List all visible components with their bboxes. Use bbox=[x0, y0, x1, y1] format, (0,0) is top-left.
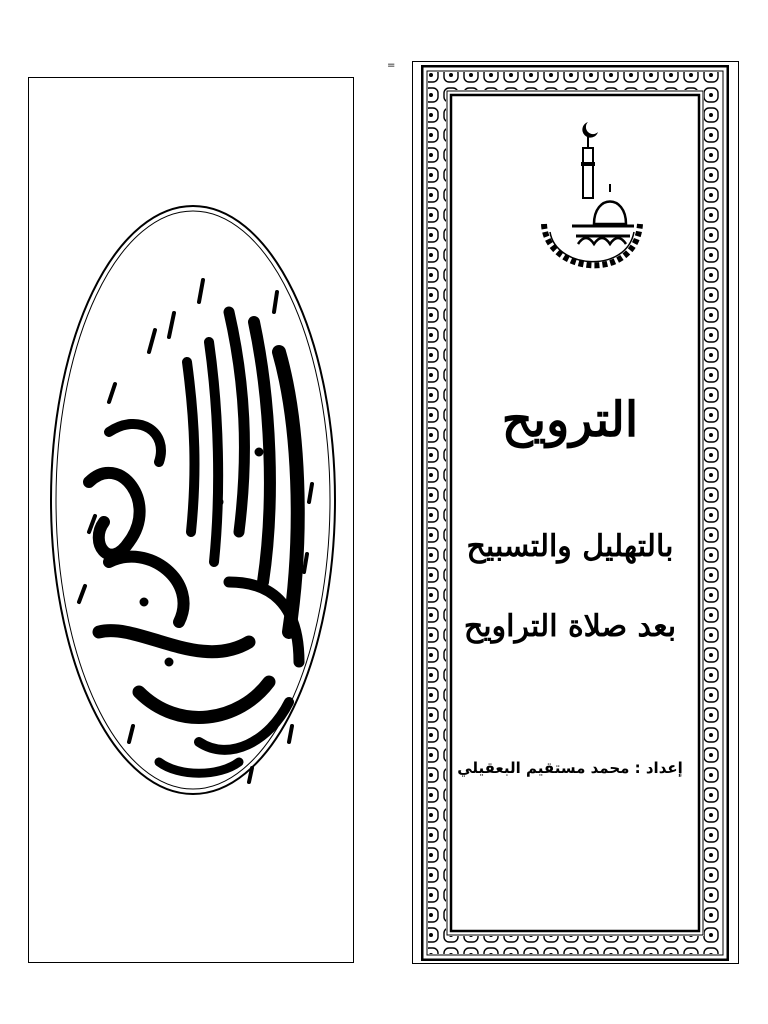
author-credit: إعداد : محمد مستقيم البعقيلي bbox=[457, 759, 683, 777]
subtitle-line-1: بالتهليل والتسبيح bbox=[466, 529, 674, 564]
page-mark: = bbox=[387, 60, 396, 71]
front-cover-panel bbox=[412, 61, 739, 964]
subtitle-line-2: بعد صلاة التراويح bbox=[463, 609, 677, 644]
back-cover-panel bbox=[28, 77, 354, 963]
calligraphy-medallion bbox=[49, 202, 337, 798]
booklet-title: الترويح bbox=[501, 392, 639, 448]
calligraphy-strokes bbox=[79, 280, 312, 782]
mosque-crescent-emblem-icon bbox=[536, 114, 646, 304]
cover-content bbox=[441, 104, 699, 920]
